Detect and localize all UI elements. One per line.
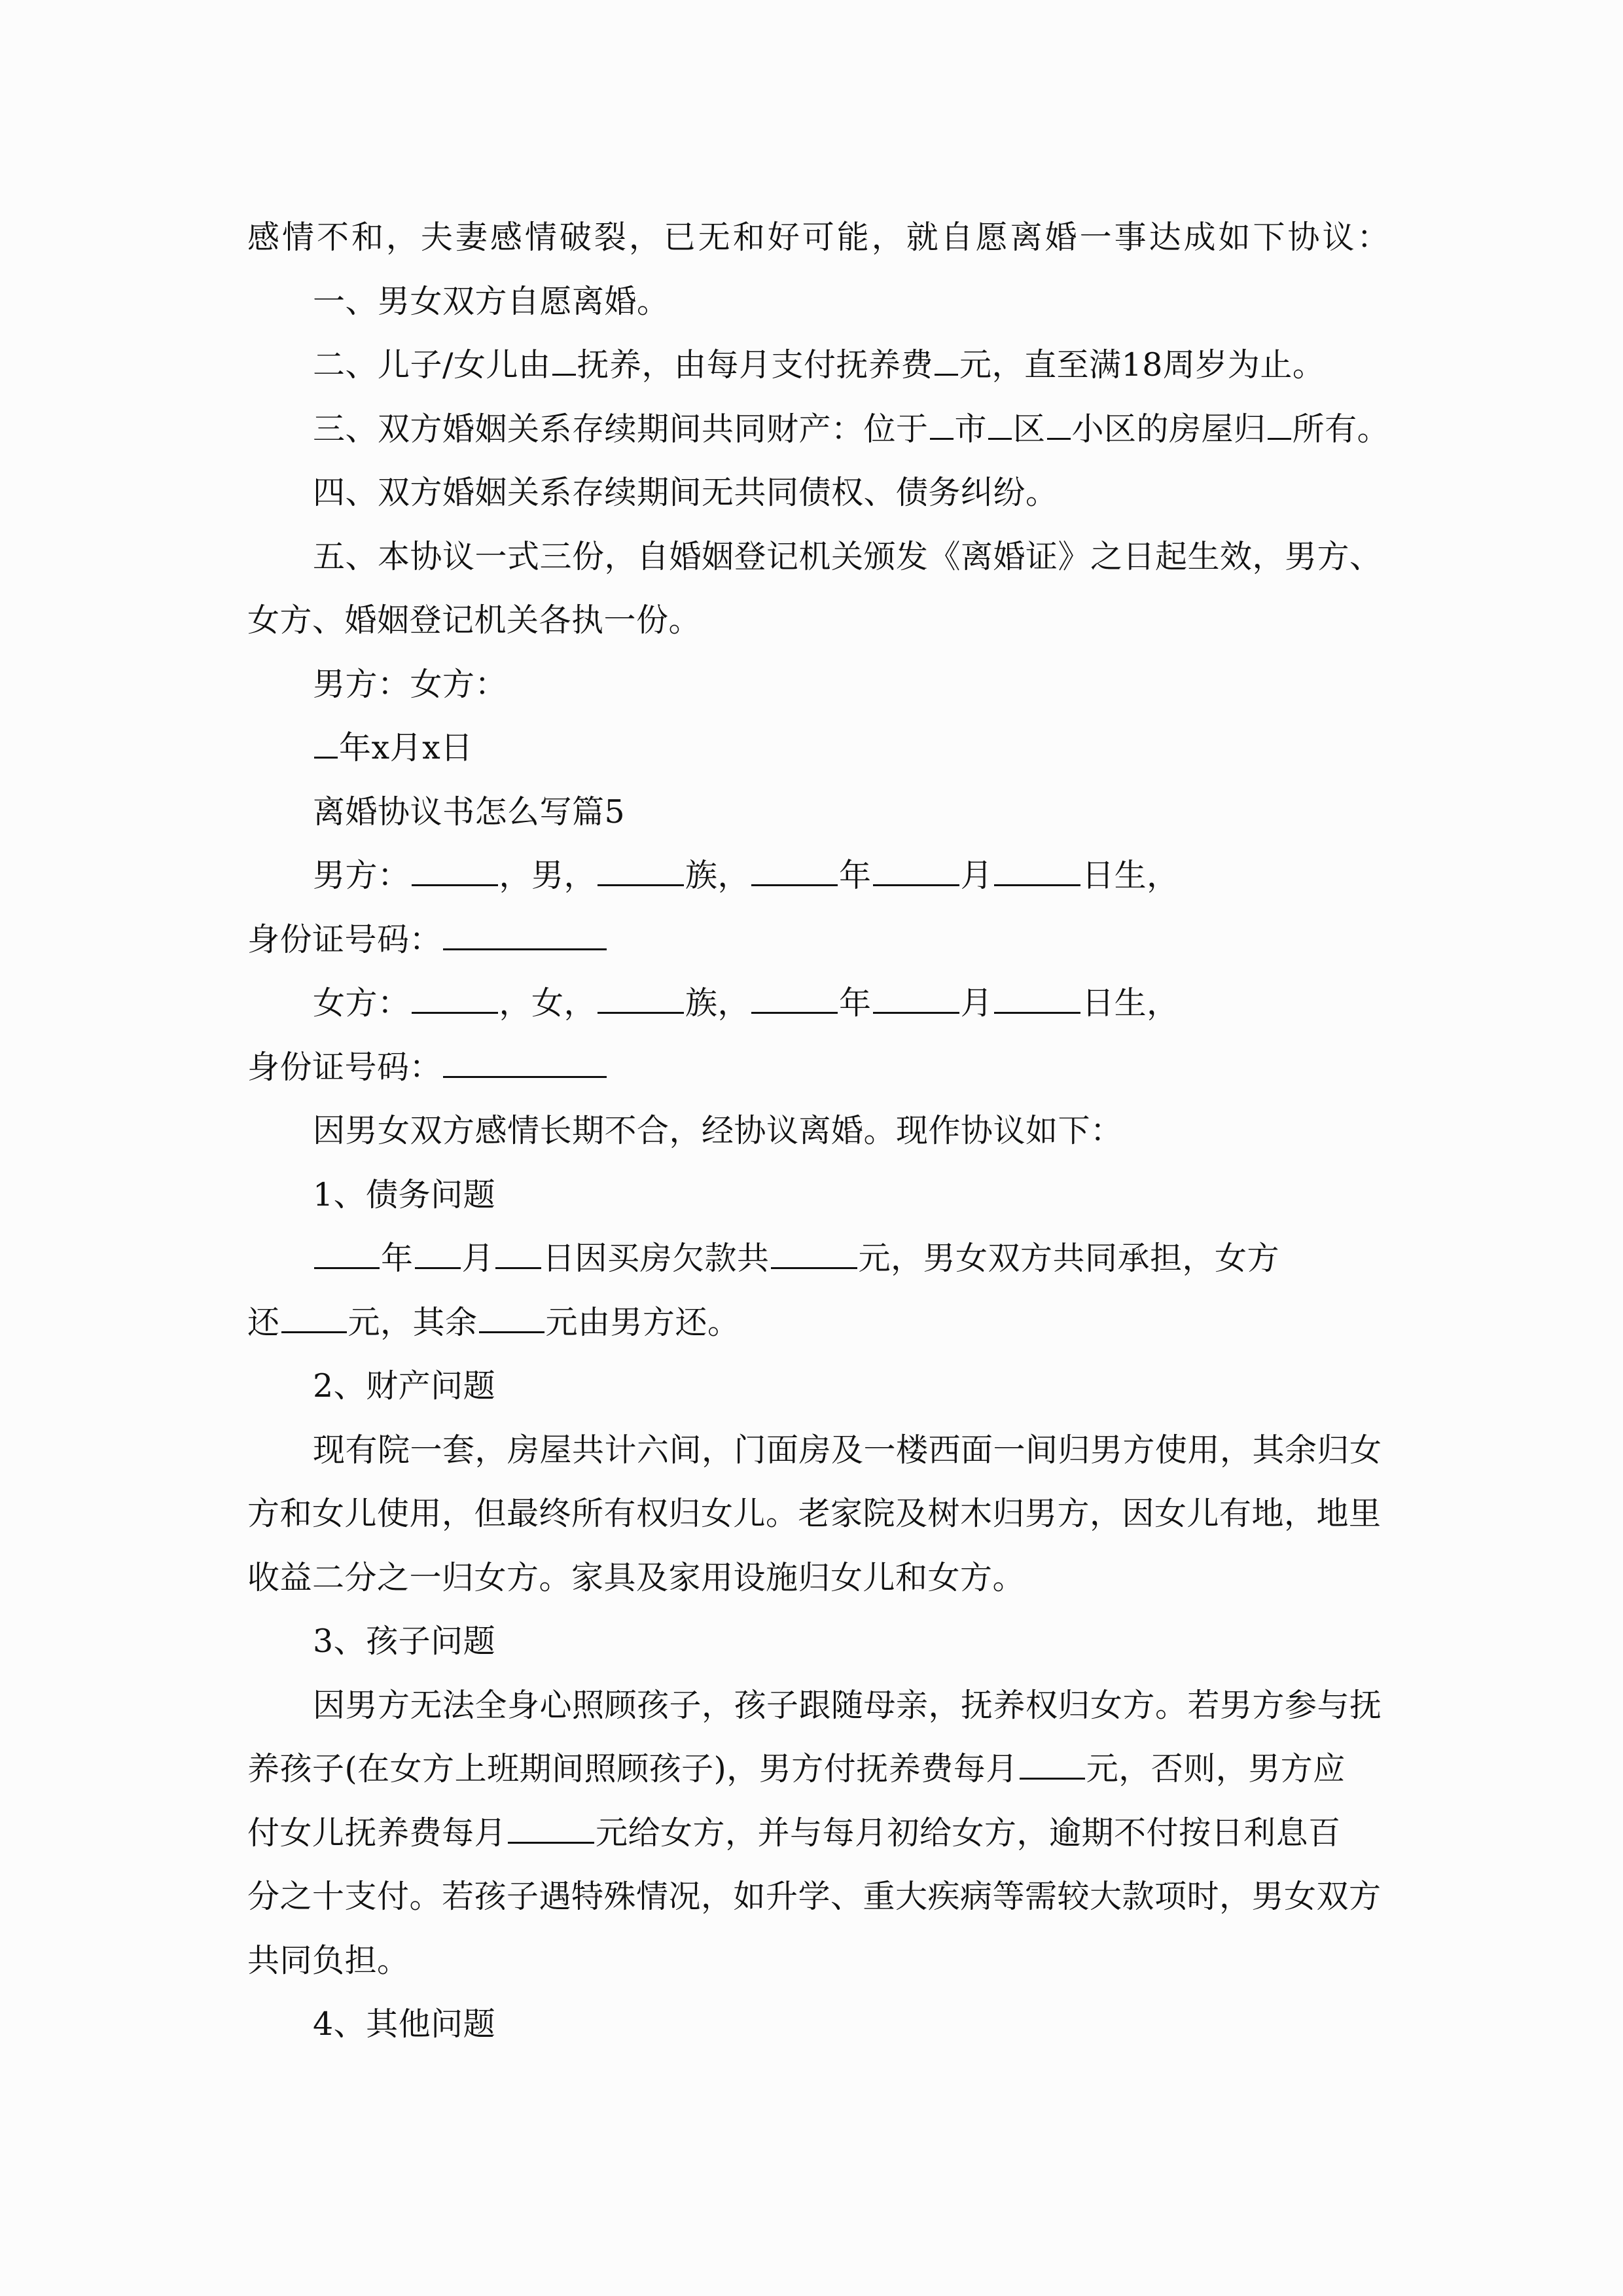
fill-blank[interactable] [597, 1011, 684, 1014]
children-line [247, 1737, 1389, 1801]
text-run: 日因买房欠款共 [543, 1240, 770, 1277]
male-id-line [247, 908, 1389, 972]
text-run: 四、双方婚姻关系存续期间无共同债权、债务纠纷。 [313, 474, 1058, 511]
fill-blank[interactable] [873, 1011, 959, 1014]
fill-blank[interactable] [508, 1841, 594, 1844]
children-heading [247, 1609, 1389, 1674]
debt-line-2 [247, 1291, 1389, 1355]
fill-blank[interactable] [443, 948, 607, 950]
label: 年 [839, 857, 872, 894]
fill-blank[interactable] [771, 1266, 857, 1269]
text-run: 现有院一套，房屋共计六间，门面房及一楼西面一间归男方使用，其余归女 [313, 1431, 1382, 1469]
debt-line-1 [247, 1227, 1389, 1291]
text-run: 所有。 [1292, 410, 1390, 448]
fill-blank[interactable] [935, 373, 958, 376]
clause-1 [247, 270, 1389, 334]
label: 男方： [313, 857, 410, 894]
text-run: 养孩子(在女方上班期间照顾孩子)，男方付抚养费每月 [247, 1750, 1018, 1787]
text-run: 还 [247, 1303, 280, 1341]
text-run: 女方、婚姻登记机关各执一份。 [247, 601, 702, 639]
text-run: 三、双方婚姻关系存续期间共同财产：位于 [313, 410, 929, 448]
text-run: 付女儿抚养费每月 [247, 1814, 507, 1852]
fill-blank[interactable] [479, 1331, 544, 1333]
children-line [247, 1801, 1389, 1865]
clause-5-cont [247, 588, 1389, 653]
fill-blank[interactable] [751, 884, 838, 886]
clause-3 [247, 397, 1389, 461]
label: 月 [960, 857, 993, 894]
fill-blank[interactable] [994, 884, 1080, 886]
label: 族， [685, 984, 751, 1022]
heading-text: 3、孩子问题 [313, 1623, 496, 1660]
children-line [247, 1929, 1389, 1993]
female-id-line [247, 1035, 1389, 1100]
fill-blank[interactable] [314, 756, 338, 759]
clause-5 [247, 525, 1389, 589]
fill-blank[interactable] [552, 373, 576, 376]
fill-blank[interactable] [988, 437, 1012, 440]
text-run: 收益二分之一归女方。家具及家用设施归女儿和女方。 [247, 1558, 1026, 1596]
other-heading [247, 1992, 1389, 2056]
property-line [247, 1418, 1389, 1482]
fill-blank[interactable] [314, 1266, 380, 1269]
text-run: 小区的房屋归 [1071, 410, 1266, 448]
section-title [247, 780, 1389, 844]
label: 日生， [1082, 984, 1179, 1022]
fill-blank[interactable] [873, 884, 959, 886]
heading-text: 4、其他问题 [313, 2005, 496, 2043]
fill-blank[interactable] [1020, 1777, 1085, 1780]
text-run: 月 [461, 1240, 495, 1277]
property-line [247, 1546, 1389, 1610]
heading-text: 1、债务问题 [313, 1175, 496, 1213]
fill-blank[interactable] [412, 884, 498, 886]
paragraph-line [247, 206, 1389, 270]
male-info-line [247, 844, 1389, 908]
label: 年 [839, 984, 872, 1022]
clause-2 [247, 333, 1389, 397]
text-run: 元，直至满18周岁为止。 [959, 346, 1325, 384]
text-run: 抚养，由每月支付抚养费 [577, 346, 934, 384]
fill-blank[interactable] [1268, 437, 1291, 440]
label: 身份证号码： [247, 920, 442, 958]
fill-blank[interactable] [281, 1331, 347, 1333]
text-run: 元给女方，并与每月初给女方，逾期不付按日利息百 [596, 1814, 1341, 1852]
fill-blank[interactable] [597, 884, 684, 886]
label: 身份证号码： [247, 1048, 442, 1086]
property-heading [247, 1354, 1389, 1418]
text-run: 元由男方还。 [545, 1303, 740, 1341]
fill-blank[interactable] [415, 1266, 461, 1269]
children-line [247, 1865, 1389, 1929]
text-run: 元，否则，男方应 [1086, 1750, 1346, 1787]
label: 日生， [1082, 857, 1179, 894]
text-run: 一、男女双方自愿离婚。 [313, 282, 669, 320]
label: ，女， [499, 984, 597, 1022]
children-line [247, 1674, 1389, 1738]
clause-4 [247, 461, 1389, 525]
text-run: 男方：女方： [313, 665, 508, 703]
text-run: 年x月x日 [339, 729, 473, 766]
text-run: 方和女儿使用，但最终所有权归女儿。老家院及树木归男方，因女儿有地，地里 [247, 1495, 1382, 1532]
fill-blank[interactable] [443, 1075, 607, 1078]
heading-text: 离婚协议书怎么写篇5 [313, 793, 626, 831]
text-run: 市 [954, 410, 988, 448]
label: 族， [685, 857, 751, 894]
fill-blank[interactable] [495, 1266, 541, 1269]
text-run: 因男方无法全身心照顾孩子，孩子跟随母亲，抚养权归女方。若男方参与抚 [313, 1686, 1382, 1724]
debt-heading [247, 1163, 1389, 1227]
text-run: 年 [381, 1240, 414, 1277]
text-run: 因男女双方感情长期不合，经协议离婚。现作协议如下： [313, 1112, 1123, 1149]
text-run: 二、儿子/女儿由 [313, 346, 551, 384]
signature-line [247, 653, 1389, 717]
text-run: 感情不和，夫妻感情破裂，已无和好可能，就自愿离婚一事达成如下协议： [247, 219, 1389, 256]
text-run: 分之十支付。若孩子遇特殊情况，如升学、重大疾病等需较大款项时，男女双方 [247, 1878, 1382, 1915]
document-body [247, 206, 1389, 2056]
date-line [247, 716, 1389, 780]
text-run: 共同负担。 [247, 1941, 410, 1979]
text-run: 区 [1013, 410, 1046, 448]
preamble [247, 1099, 1389, 1163]
property-line [247, 1482, 1389, 1546]
fill-blank[interactable] [930, 437, 954, 440]
text-run: 元，男女双方共同承担，女方 [858, 1240, 1280, 1277]
text-run: 五、本协议一式三份，自婚姻登记机关颁发《离婚证》之日起生效，男方、 [313, 537, 1382, 575]
fill-blank[interactable] [1047, 437, 1071, 440]
fill-blank[interactable] [412, 1011, 498, 1014]
label: 月 [960, 984, 993, 1022]
fill-blank[interactable] [751, 1011, 838, 1014]
heading-text: 2、财产问题 [313, 1367, 496, 1405]
label: 女方： [313, 984, 410, 1022]
text-run: 元，其余 [348, 1303, 478, 1341]
female-info-line [247, 971, 1389, 1035]
fill-blank[interactable] [994, 1011, 1080, 1014]
label: ，男， [499, 857, 597, 894]
